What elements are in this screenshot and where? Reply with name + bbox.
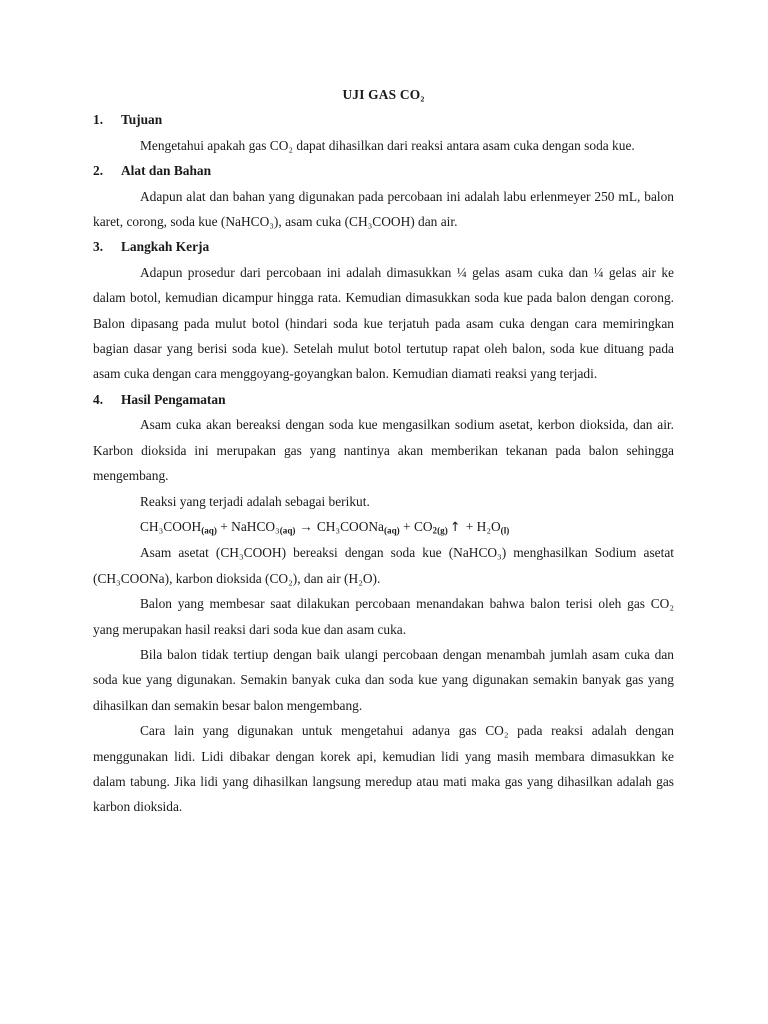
state-subscript: 2(g) <box>432 525 448 536</box>
state-subscript: (aq) <box>279 525 296 536</box>
state-subscript: (l) <box>500 525 510 536</box>
reactant-acetic-acid: CH₃COOH <box>140 518 202 534</box>
section-heading <box>93 234 674 259</box>
product-water: H₂O <box>476 518 501 534</box>
gas-up-arrow-icon: ↑ <box>449 519 461 535</box>
reactant-baking-soda: NaHCO₃ <box>231 518 280 534</box>
document-title: UJI GAS CO₂ <box>342 87 425 102</box>
paragraph: Asam asetat (CH₃COOH) bereaksi dengan soda kue (NaHCO₃) menghasilkan Sodium asetat (CH₃COONa), karbon dioksida (CO₂), dan air (H₂O). <box>93 545 674 586</box>
product-sodium-acetate: CH₃COONa <box>316 518 384 534</box>
document-body <box>93 82 674 820</box>
section-number: 2. <box>93 163 104 179</box>
section-heading <box>93 107 674 132</box>
section-tujuan <box>93 107 674 158</box>
section-heading <box>93 387 674 412</box>
section-title: Alat dan Bahan <box>121 163 212 179</box>
section-title: Langkah Kerja <box>121 239 210 255</box>
section-hasil-pengamatan <box>93 387 674 820</box>
reaction-arrow-icon: → <box>299 518 313 534</box>
paragraph: Asam cuka akan bereaksi dengan soda kue mengasilkan sodium asetat, kerbon dioksida, dan air. Karbon dioksida ini merupakan gas yang nantinya akan memberikan tekanan pada balon sehingga mengembang. <box>93 417 674 484</box>
plus-sign: + <box>462 518 477 534</box>
plus-sign: + <box>399 518 414 534</box>
section-number: 4. <box>93 391 104 407</box>
reaction-equation <box>93 514 674 540</box>
paragraph: Mengetahui apakah gas CO₂ dapat dihasilkan dari reaksi antara asam cuka dengan soda kue. <box>140 137 635 153</box>
paragraph: Adapun prosedur dari percobaan ini adalah dimasukkan ¼ gelas asam cuka dan ¼ gelas air ke dalam botol, kemudian dicampur hingga rata. Kemudian dimasukkan soda kue pada balon dengan corong. Balon dipasang pada mulut botol (hindari soda kue terjatuh pada asam cuka dengan cara memiringkan bagian dasar yang berisi soda kue). Setelah mulut botol tertutup rapat oleh balon, soda kue dituang pada asam cuka dengan cara menggoyang-goyangkan balon. Kemudian diamati reaksi yang terjadi. <box>93 264 674 382</box>
section-title: Tujuan <box>121 112 163 128</box>
section-alat-dan-bahan <box>93 158 674 234</box>
paragraph: Adapun alat dan bahan yang digunakan pada percobaan ini adalah labu erlenmeyer 250 mL, balon karet, corong, soda kue (NaHCO₃), asam cuka (CH₃COOH) dan air. <box>93 188 674 230</box>
paragraph: Balon yang membesar saat dilakukan percobaan menandakan bahwa balon terisi oleh gas CO₂ yang merupakan hasil reaksi dari soda kue dan asam cuka. <box>93 596 674 637</box>
paragraph: Cara lain yang digunakan untuk mengetahui adanya gas CO₂ pada reaksi adalah dengan menggunakan lidi. Lidi dibakar dengan korek api, kemudian lidi yang masih membara dimasukkan ke dalam tabung. Jika lidi yang dihasilkan langsung meredup atau mati maka gas yang dihasilkan adalah gas karbon dioksida. <box>93 723 674 815</box>
plus-sign: + <box>216 518 232 534</box>
product-carbon-dioxide: CO <box>413 518 433 534</box>
paragraph: Bila balon tidak tertiup dengan baik ulangi percobaan dengan menambah jumlah asam cuka dan soda kue yang digunakan. Semakin banyak cuka dan soda kue yang digunakan semakin banyak gas yang dihasilkan dan semakin besar balon mengembang. <box>93 646 674 713</box>
section-heading <box>93 158 674 183</box>
section-title: Hasil Pengamatan <box>121 391 226 407</box>
section-number: 3. <box>93 239 104 255</box>
state-subscript: (aq) <box>201 525 217 536</box>
section-number: 1. <box>93 112 104 128</box>
state-subscript: (aq) <box>383 525 400 536</box>
section-langkah-kerja <box>93 234 674 386</box>
paragraph: Reaksi yang terjadi adalah sebagai berikut. <box>140 493 370 509</box>
